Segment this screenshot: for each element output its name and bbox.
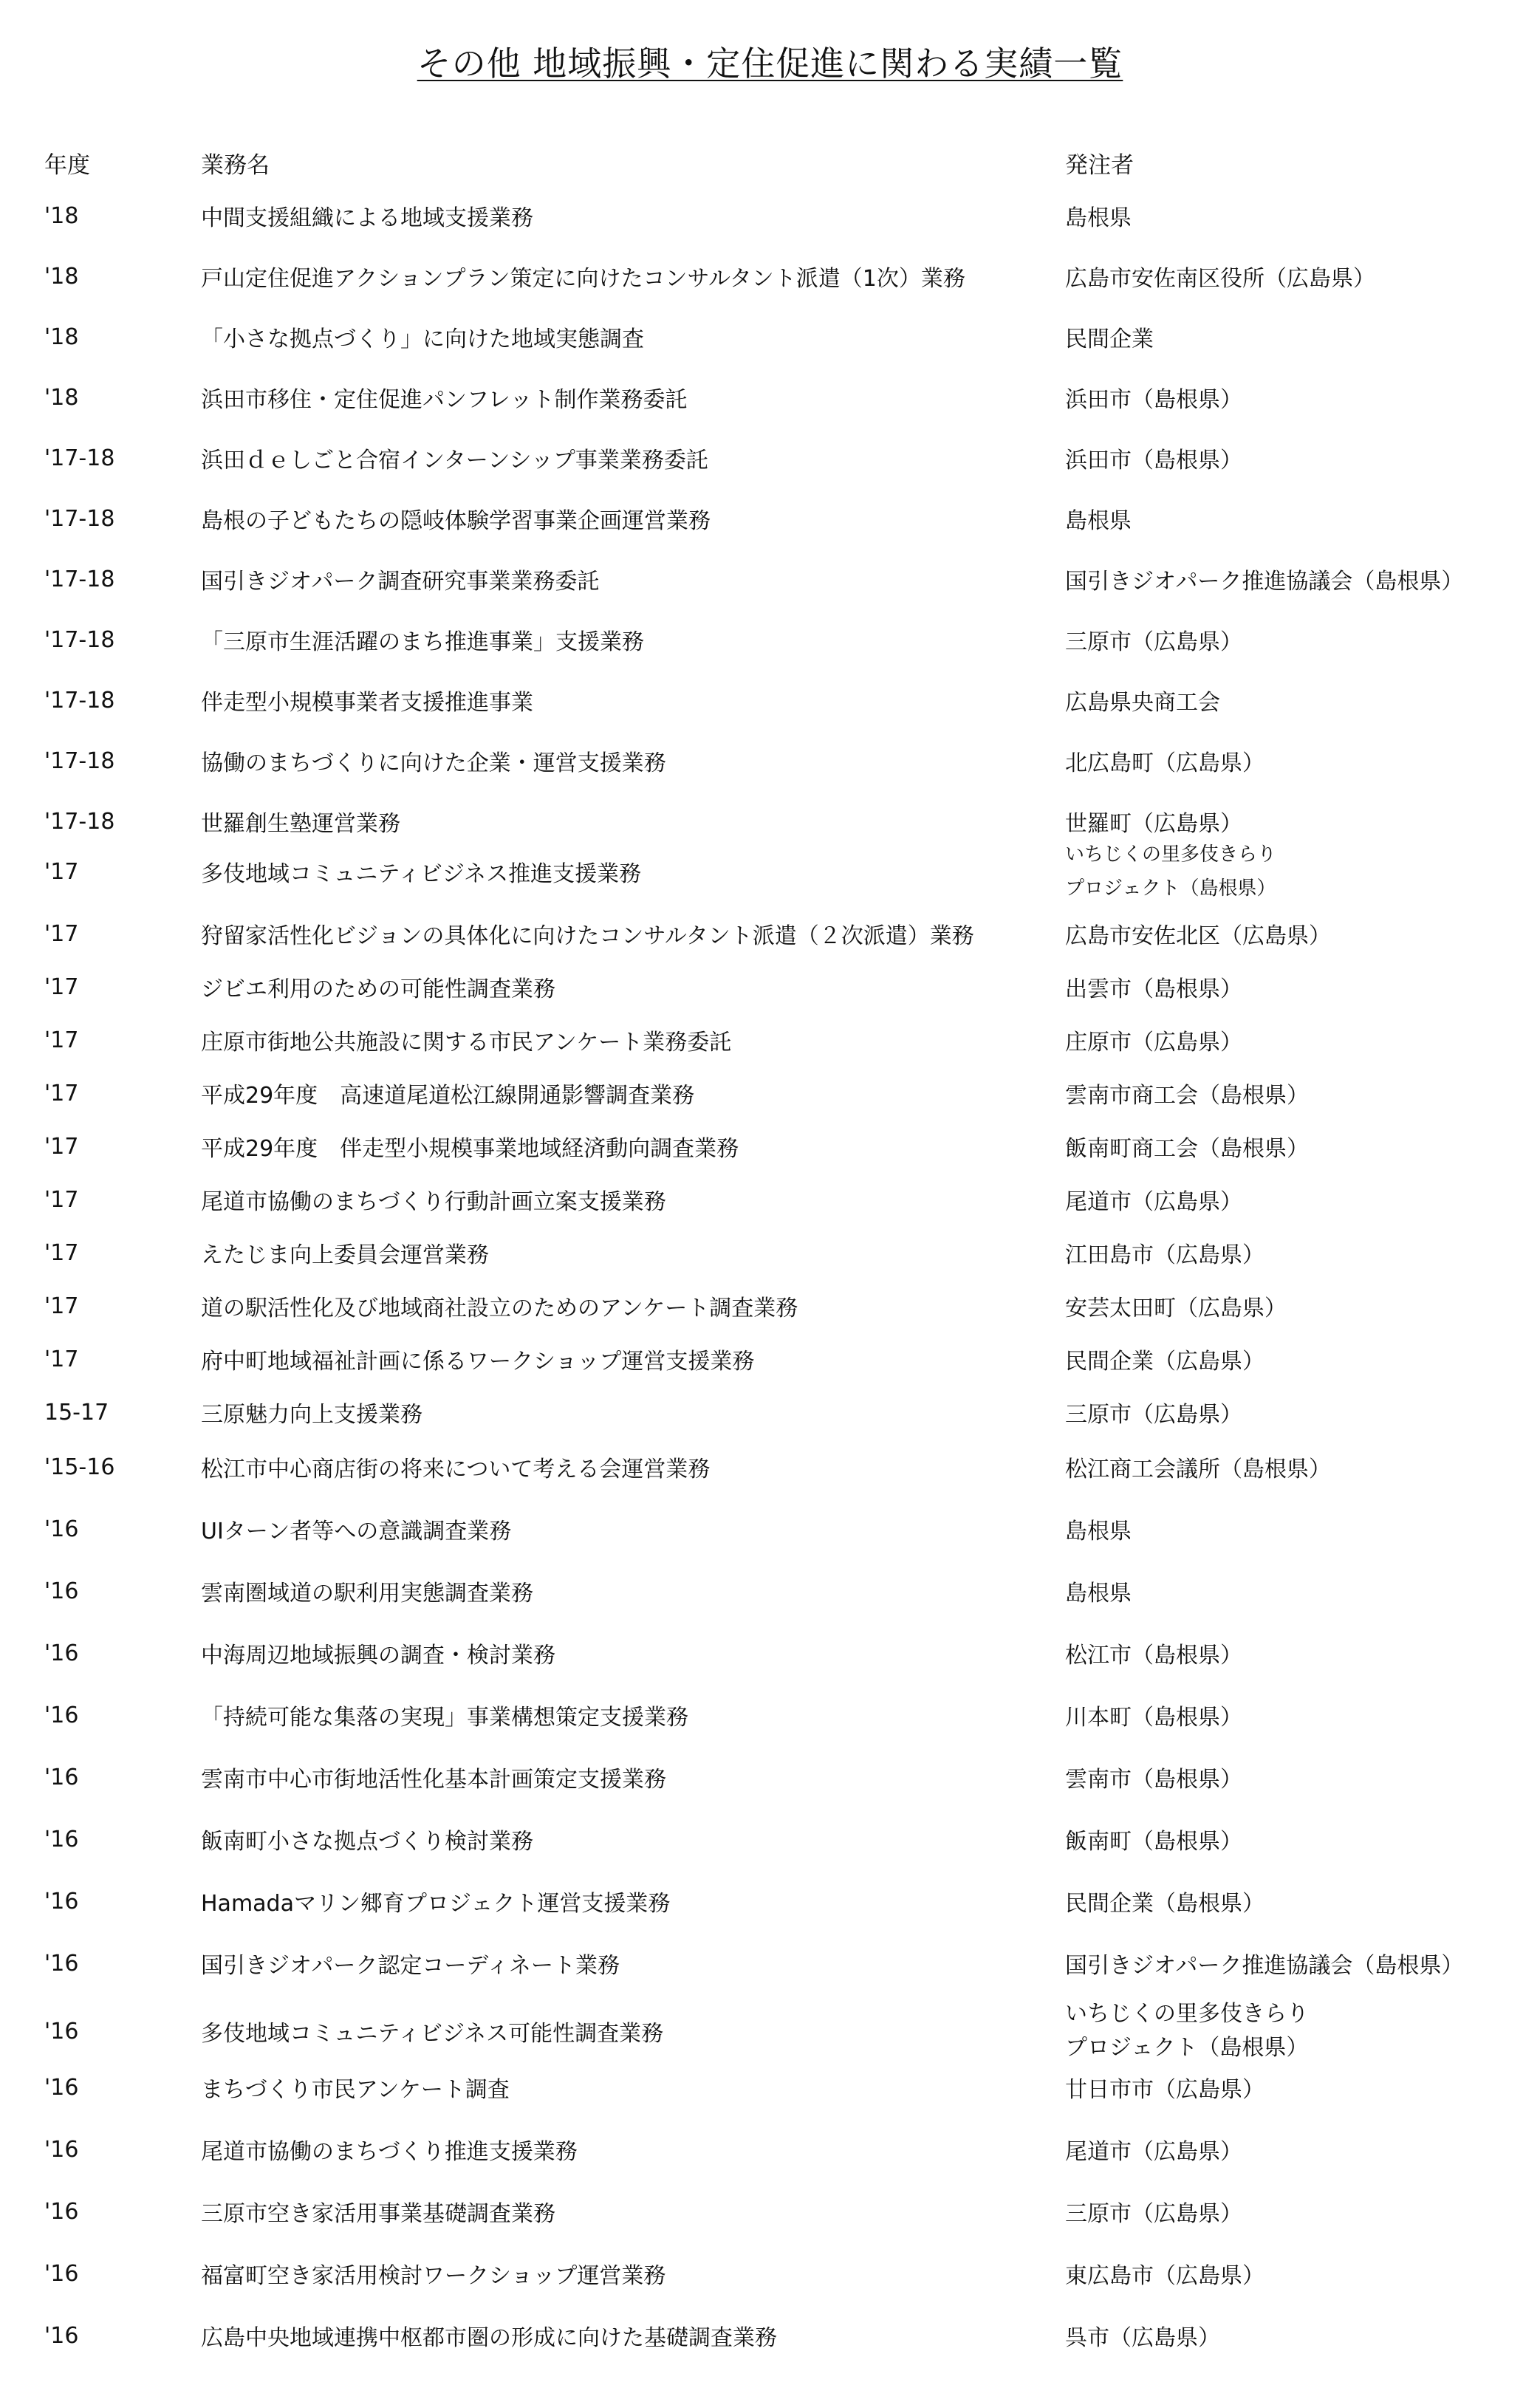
page-title-text: その他 地域振興・定住促進に関わる実績一覧: [417, 44, 1123, 83]
row-name: 平成29年度 高速道尾道松江線開通影響調査業務: [201, 1083, 695, 1109]
row-year: '16: [44, 1888, 79, 1914]
row-name: 世羅創生塾運営業務: [201, 811, 400, 837]
row-client: 尾道市（広島県）: [1065, 2139, 1242, 2165]
table-row: [0, 1445, 1540, 1489]
row-year: '17-18: [44, 626, 115, 653]
row-name: 「小さな拠点づくり」に向けた地域実態調査: [201, 326, 644, 352]
row-year: '17: [44, 1239, 79, 1266]
row-year: '16: [44, 2198, 79, 2225]
row-client: [1065, 838, 1276, 906]
row-name: UIターン者等への意識調査業務: [201, 1519, 512, 1544]
row-client: 島根県: [1065, 508, 1132, 534]
row-year: '18: [44, 202, 79, 229]
row-year: '17: [44, 973, 79, 1000]
row-client: 東広島市（広島県）: [1065, 2263, 1264, 2289]
row-client-line1: いちじくの里多伎きらり: [1065, 2001, 1309, 2027]
row-client: 国引きジオパーク推進協議会（島根県）: [1065, 569, 1464, 595]
row-client: 三原市（広島県）: [1065, 2201, 1242, 2227]
row-year: '16: [44, 2074, 79, 2101]
row-name: 浜田ｄｅしごと合宿インターンシップ事業業務委託: [201, 448, 708, 473]
row-client: 浜田市（島根県）: [1065, 448, 1242, 473]
row-client: 北広島町（広島県）: [1065, 750, 1264, 776]
row-year: '18: [44, 324, 79, 350]
row-year: '17: [44, 1346, 79, 1372]
row-year: '15-16: [44, 1454, 115, 1480]
row-year: '16: [44, 2018, 79, 2044]
row-year: '17-18: [44, 505, 115, 532]
row-client-line2: プロジェクト（島根県）: [1065, 2035, 1309, 2061]
row-client: 廿日市市（広島県）: [1065, 2077, 1264, 2103]
table-row: [0, 1390, 1540, 1434]
row-name: 雲南圏域道の駅利用実態調査業務: [201, 1581, 533, 1606]
row-name: 多伎地域コミュニティビジネス可能性調査業務: [201, 2021, 664, 2047]
row-name: 福富町空き家活用検討ワークショップ運営業務: [201, 2263, 666, 2289]
table-row: [0, 2001, 1540, 2061]
row-client: 江田島市（広島県）: [1065, 1242, 1264, 1268]
row-client: 尾道市（広島県）: [1065, 1189, 1242, 1215]
row-name: 浜田市移住・定住促進パンフレット制作業務委託: [201, 387, 688, 413]
table-row: [0, 436, 1540, 480]
row-year: '17-18: [44, 747, 115, 774]
row-client: 三原市（広島県）: [1065, 1402, 1242, 1428]
row-year: '17: [44, 1133, 79, 1160]
row-client: 飯南町商工会（島根県）: [1065, 1136, 1309, 1162]
row-client: 松江商工会議所（島根県）: [1065, 1457, 1331, 1482]
table-row: [0, 1231, 1540, 1275]
table-row: [0, 1631, 1540, 1675]
page-title: [0, 40, 1540, 87]
header-year: 年度: [44, 151, 90, 179]
row-client: [1065, 1997, 1309, 2065]
row-year: '18: [44, 384, 79, 411]
row-name: まちづくり市民アンケート調査: [201, 2077, 510, 2103]
row-name: ジビエ利用のための可能性調査業務: [201, 976, 555, 1002]
table-row: [0, 1284, 1540, 1328]
table-row: [0, 1507, 1540, 1551]
row-year: '17-18: [44, 808, 115, 835]
row-client: 安芸太田町（広島県）: [1065, 1296, 1287, 1321]
table-row: [0, 2313, 1540, 2358]
header-name: 業務名: [201, 151, 270, 179]
table-row: [0, 1817, 1540, 1861]
row-year: '17: [44, 920, 79, 947]
row-client: 島根県: [1065, 1519, 1132, 1544]
table-row: [0, 2127, 1540, 2172]
table-row: [0, 1879, 1540, 1923]
row-client: 広島市安佐北区（広島県）: [1065, 923, 1331, 949]
row-name: 広島中央地域連携中枢都市圏の形成に向けた基礎調査業務: [201, 2325, 777, 2351]
row-name: 多伎地域コミュニティビジネス推進支援業務: [201, 861, 642, 887]
row-client: 出雲市（島根県）: [1065, 976, 1242, 1002]
table-row: [0, 1071, 1540, 1115]
table-row: [0, 965, 1540, 1009]
table-row: [0, 254, 1540, 298]
table-row: [0, 2251, 1540, 2296]
row-year: '18: [44, 263, 79, 290]
row-year: '16: [44, 2136, 79, 2163]
table-row: [0, 617, 1540, 662]
row-client: 民間企業（島根県）: [1065, 1891, 1264, 1917]
row-name: 島根の子どもたちの隠岐体験学習事業企画運営業務: [201, 508, 711, 534]
row-client-line2: プロジェクト（島根県）: [1065, 877, 1276, 900]
table-row: [0, 194, 1540, 238]
table-row: [0, 844, 1540, 900]
row-client: 民間企業: [1065, 326, 1154, 352]
row-year: '16: [44, 1640, 79, 1666]
table-row: [0, 1018, 1540, 1062]
row-client: 松江市（島根県）: [1065, 1643, 1242, 1669]
row-year: '17-18: [44, 445, 115, 471]
row-client: 雲南市商工会（島根県）: [1065, 1083, 1309, 1109]
table-row: [0, 1569, 1540, 1613]
row-name: 国引きジオパーク認定コーディネート業務: [201, 1953, 620, 1979]
row-name: 松江市中心商店街の将来について考える会運営業務: [201, 1457, 711, 1482]
row-name: 三原市空き家活用事業基礎調査業務: [201, 2201, 555, 2227]
row-name: 三原魅力向上支援業務: [201, 1402, 422, 1428]
row-client: 飯南町（島根県）: [1065, 1829, 1242, 1855]
row-year: '16: [44, 1578, 79, 1604]
row-name: 戸山定住促進アクションプラン策定に向けたコンサルタント派遣（1次）業務: [201, 266, 965, 292]
table-row: [0, 1124, 1540, 1168]
row-name: えたじま向上委員会運営業務: [201, 1242, 489, 1268]
row-year: '16: [44, 2260, 79, 2287]
row-year: '17: [44, 1027, 79, 1053]
table-row: [0, 496, 1540, 541]
row-name: 国引きジオパーク調査研究事業業務委託: [201, 569, 600, 595]
row-name: 中間支援組織による地域支援業務: [201, 205, 533, 231]
row-name: 道の駅活性化及び地域商社設立のためのアンケート調査業務: [201, 1296, 798, 1321]
row-client: 世羅町（広島県）: [1065, 811, 1242, 837]
row-year: '16: [44, 1950, 79, 1977]
table-row: [0, 1177, 1540, 1222]
table-row: [0, 799, 1540, 844]
row-client: 雲南市（島根県）: [1065, 1767, 1242, 1793]
row-year: 15-17: [44, 1399, 109, 1426]
row-year: '16: [44, 2322, 79, 2349]
row-year: '17: [44, 1293, 79, 1319]
row-client: 浜田市（島根県）: [1065, 387, 1242, 413]
table-row: [0, 678, 1540, 722]
row-name: 「持続可能な集落の実現」事業構想策定支援業務: [201, 1705, 688, 1731]
row-client: 島根県: [1065, 1581, 1132, 1606]
row-name: 平成29年度 伴走型小規模事業地域経済動向調査業務: [201, 1136, 739, 1162]
row-name: 尾道市協働のまちづくり行動計画立案支援業務: [201, 1189, 666, 1215]
table-row: [0, 1693, 1540, 1737]
row-name: 伴走型小規模事業者支援推進事業: [201, 690, 533, 716]
row-name: 飯南町小さな拠点づくり検討業務: [201, 1829, 533, 1855]
row-client: 島根県: [1065, 205, 1132, 231]
table-row: [0, 557, 1540, 601]
row-name: 狩留家活性化ビジョンの具体化に向けたコンサルタント派遣（２次派遣）業務: [201, 923, 974, 949]
row-name: 尾道市協働のまちづくり推進支援業務: [201, 2139, 578, 2165]
row-client: 広島市安佐南区役所（広島県）: [1065, 266, 1375, 292]
row-client-line1: いちじくの里多伎きらり: [1065, 844, 1277, 866]
row-client: 庄原市（広島県）: [1065, 1030, 1242, 1055]
row-name: 雲南市中心市街地活性化基本計画策定支援業務: [201, 1767, 666, 1793]
row-year: '17-18: [44, 687, 115, 714]
table-row: [0, 2065, 1540, 2109]
table-row: [0, 2189, 1540, 2234]
row-year: '17: [44, 1080, 79, 1106]
row-name: 「三原市生涯活躍のまち推進事業」支援業務: [201, 629, 644, 655]
row-year: '17: [44, 1186, 79, 1213]
row-year: '16: [44, 1764, 79, 1790]
table-header: [0, 140, 1540, 185]
row-name: 庄原市街地公共施設に関する市民アンケート業務委託: [201, 1030, 732, 1055]
row-name: 協働のまちづくりに向けた企業・運営支援業務: [201, 750, 666, 776]
row-client: 三原市（広島県）: [1065, 629, 1242, 655]
row-client: 広島県央商工会: [1065, 690, 1220, 716]
row-name: 中海周辺地域振興の調査・検討業務: [201, 1643, 555, 1669]
row-year: '17-18: [44, 566, 115, 592]
row-name: Hamadaマリン郷育プロジェクト運営支援業務: [201, 1891, 671, 1917]
row-client: 呉市（広島県）: [1065, 2325, 1220, 2351]
row-year: '17: [44, 858, 79, 885]
row-year: '16: [44, 1702, 79, 1728]
header-client: 発注者: [1065, 151, 1134, 179]
table-row: [0, 1337, 1540, 1381]
table-row: [0, 739, 1540, 783]
table-row: [0, 1941, 1540, 1985]
row-year: '16: [44, 1516, 79, 1542]
table-row: [0, 911, 1540, 956]
row-client: 国引きジオパーク推進協議会（島根県）: [1065, 1953, 1464, 1979]
row-name: 府中町地域福祉計画に係るワークショップ運営支援業務: [201, 1349, 755, 1375]
table-row: [0, 315, 1540, 359]
row-client: 川本町（島根県）: [1065, 1705, 1242, 1731]
table-row: [0, 1755, 1540, 1799]
table-row: [0, 375, 1540, 420]
row-year: '16: [44, 1826, 79, 1852]
row-client: 民間企業（広島県）: [1065, 1349, 1264, 1375]
